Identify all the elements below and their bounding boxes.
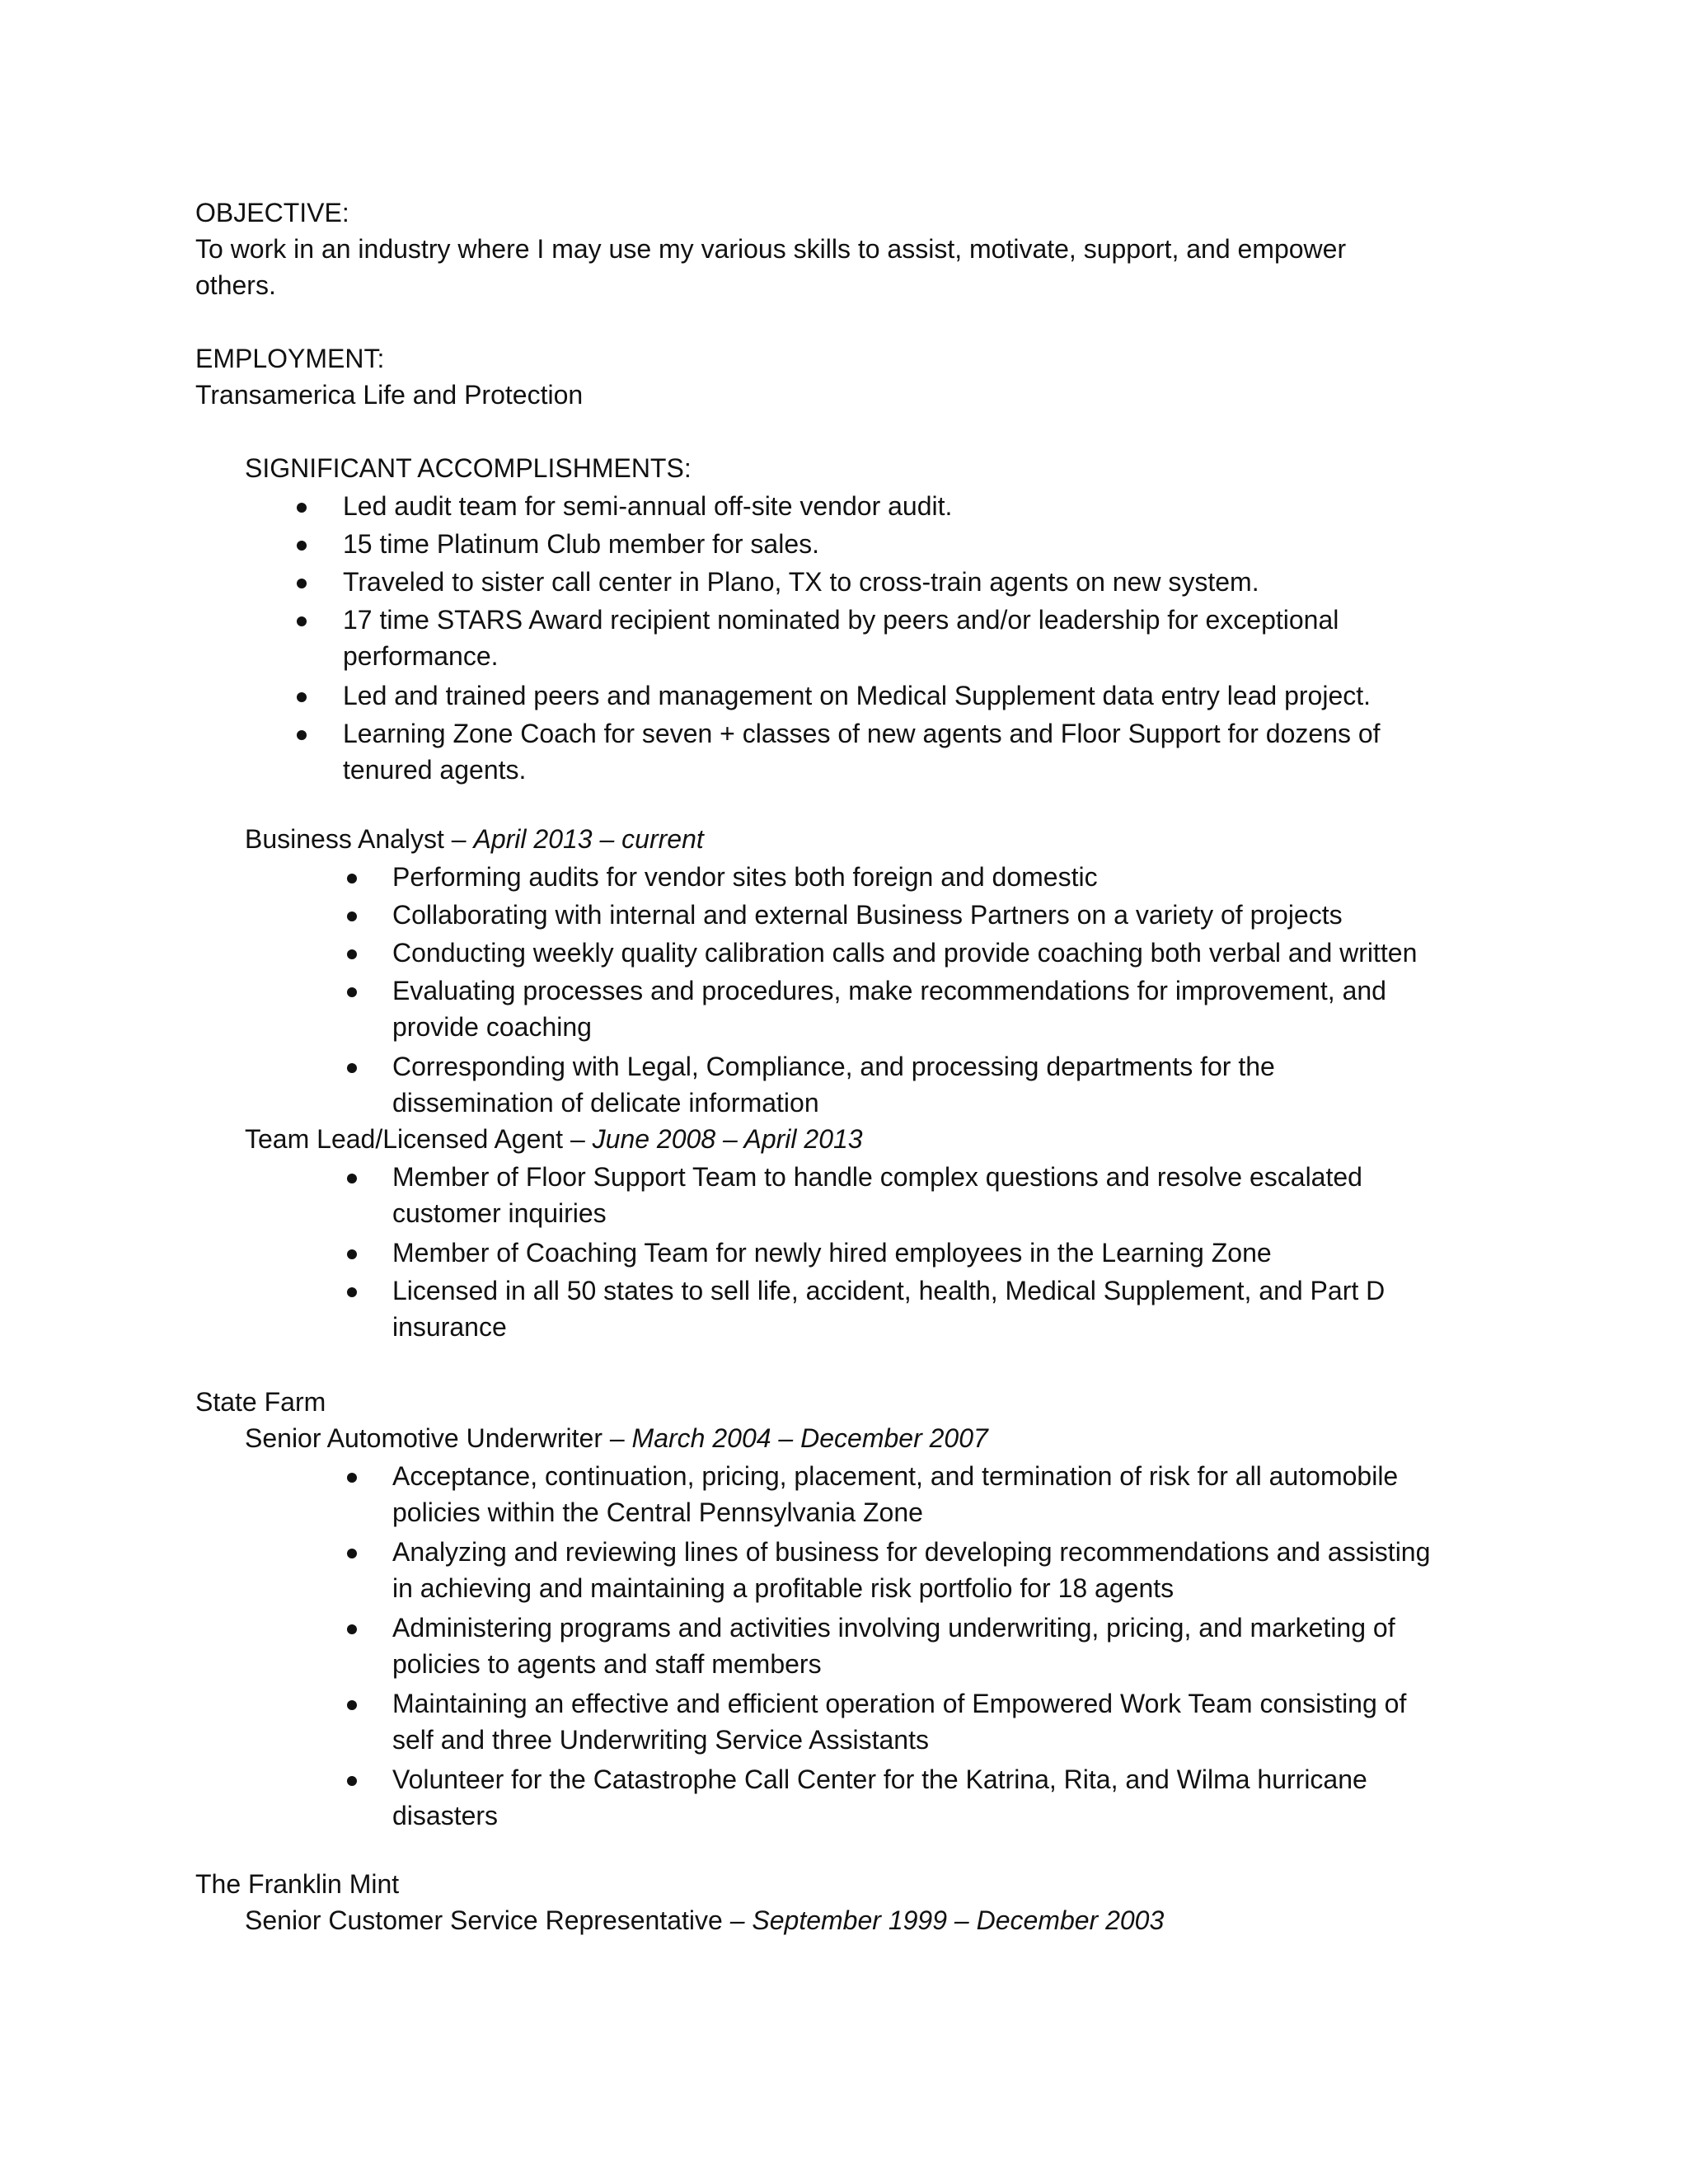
list-item-text: Corresponding with Legal, Compliance, and processing departments for the (392, 1052, 1275, 1081)
list-item-text: Volunteer for the Catastrophe Call Center for the Katrina, Rita, and Wilma hurricane (392, 1765, 1367, 1794)
bullet-icon (347, 1549, 357, 1558)
employment-heading: EMPLOYMENT: (195, 344, 385, 373)
list-item-text: insurance (392, 1312, 507, 1342)
company-transamerica: Transamerica Life and Protection (195, 380, 584, 410)
role-dates: June 2008 – April 2013 (592, 1124, 863, 1154)
list-item-text: Acceptance, continuation, pricing, placement, and termination of risk for all automobile (392, 1461, 1399, 1491)
role-dates: – September 1999 – December 2003 (722, 1905, 1165, 1935)
objective-text-line2: others. (195, 270, 276, 300)
bullet-icon (297, 579, 307, 588)
list-item-text: Member of Floor Support Team to handle complex questions and resolve escalated (392, 1162, 1362, 1192)
company-franklin-mint: The Franklin Mint (195, 1869, 400, 1899)
list-item-text: Member of Coaching Team for newly hired employees in the Learning Zone (392, 1238, 1272, 1268)
list-item-text: policies within the Central Pennsylvania Zone (392, 1497, 923, 1527)
list-item-text: Collaborating with internal and external Business Partners on a variety of projects (392, 900, 1343, 930)
list-item-text: Performing audits for vendor sites both foreign and domestic (392, 862, 1098, 892)
bullet-icon (297, 692, 307, 702)
bullet-icon (347, 1776, 357, 1786)
list-item-text: Administering programs and activities involving underwriting, pricing, and marketing of (392, 1613, 1395, 1643)
list-item-text: customer inquiries (392, 1198, 607, 1228)
list-item-text: Traveled to sister call center in Plano, TX to cross-train agents on new system. (343, 567, 1259, 597)
role-business-analyst (245, 824, 704, 855)
bullet-icon (347, 949, 357, 959)
role-title: Senior Customer Service Representative (245, 1905, 723, 1935)
bullet-icon (347, 1700, 357, 1710)
bullet-icon (297, 730, 307, 740)
accomplishments-heading: SIGNIFICANT ACCOMPLISHMENTS: (245, 453, 692, 483)
list-item-text: Licensed in all 50 states to sell life, accident, health, Medical Supplement, and Part D (392, 1276, 1386, 1305)
role-senior-underwriter (245, 1423, 988, 1454)
role-title: Senior Automotive Underwriter – (245, 1423, 632, 1453)
list-item-text: in achieving and maintaining a profitable risk portfolio for 18 agents (392, 1573, 1175, 1603)
bullet-icon (297, 616, 307, 626)
bullet-icon (297, 541, 307, 551)
bullet-icon (347, 1624, 357, 1634)
bullet-icon (297, 503, 307, 513)
bullet-icon (347, 912, 357, 921)
list-item-text: tenured agents. (343, 755, 527, 785)
bullet-icon (347, 1249, 357, 1259)
bullet-icon (347, 987, 357, 997)
list-item-text: dissemination of delicate information (392, 1088, 819, 1118)
role-dates: April 2013 – current (473, 824, 704, 854)
bullet-icon (347, 1287, 357, 1297)
list-item-text: performance. (343, 641, 499, 671)
list-item-text: Maintaining an effective and efficient operation of Empowered Work Team consisting of (392, 1689, 1407, 1718)
list-item-text: self and three Underwriting Service Assistants (392, 1725, 929, 1755)
role-team-lead (245, 1124, 863, 1155)
role-dates: March 2004 – December 2007 (631, 1423, 988, 1453)
list-item-text: Led and trained peers and management on Medical Supplement data entry lead project. (343, 681, 1372, 710)
objective-text-line1: To work in an industry where I may use my various skills to assist, motivate, support, and empower (195, 234, 1347, 264)
list-item-text: Evaluating processes and procedures, make recommendations for improvement, and (392, 976, 1386, 1005)
objective-heading: OBJECTIVE: (195, 198, 349, 227)
company-statefarm: State Farm (195, 1387, 326, 1417)
list-item-text: Led audit team for semi-annual off-site vendor audit. (343, 491, 953, 521)
bullet-icon (347, 874, 357, 883)
list-item-text: 15 time Platinum Club member for sales. (343, 529, 819, 559)
list-item-text: Analyzing and reviewing lines of business for developing recommendations and assisting (392, 1537, 1431, 1567)
list-item-text: policies to agents and staff members (392, 1649, 822, 1679)
list-item-text: 17 time STARS Award recipient nominated by peers and/or leadership for exceptional (343, 605, 1339, 635)
list-item-text: Learning Zone Coach for seven + classes of new agents and Floor Support for dozens of (343, 719, 1381, 748)
bullet-icon (347, 1174, 357, 1183)
bullet-icon (347, 1063, 357, 1073)
bullet-icon (347, 1473, 357, 1483)
role-title: Team Lead/Licensed Agent – (245, 1124, 593, 1154)
role-senior-csr (245, 1905, 1164, 1936)
list-item-text: disasters (392, 1801, 499, 1830)
list-item-text: provide coaching (392, 1012, 592, 1042)
list-item-text: Conducting weekly quality calibration calls and provide coaching both verbal and written (392, 938, 1418, 968)
role-title: Business Analyst – (245, 824, 474, 854)
